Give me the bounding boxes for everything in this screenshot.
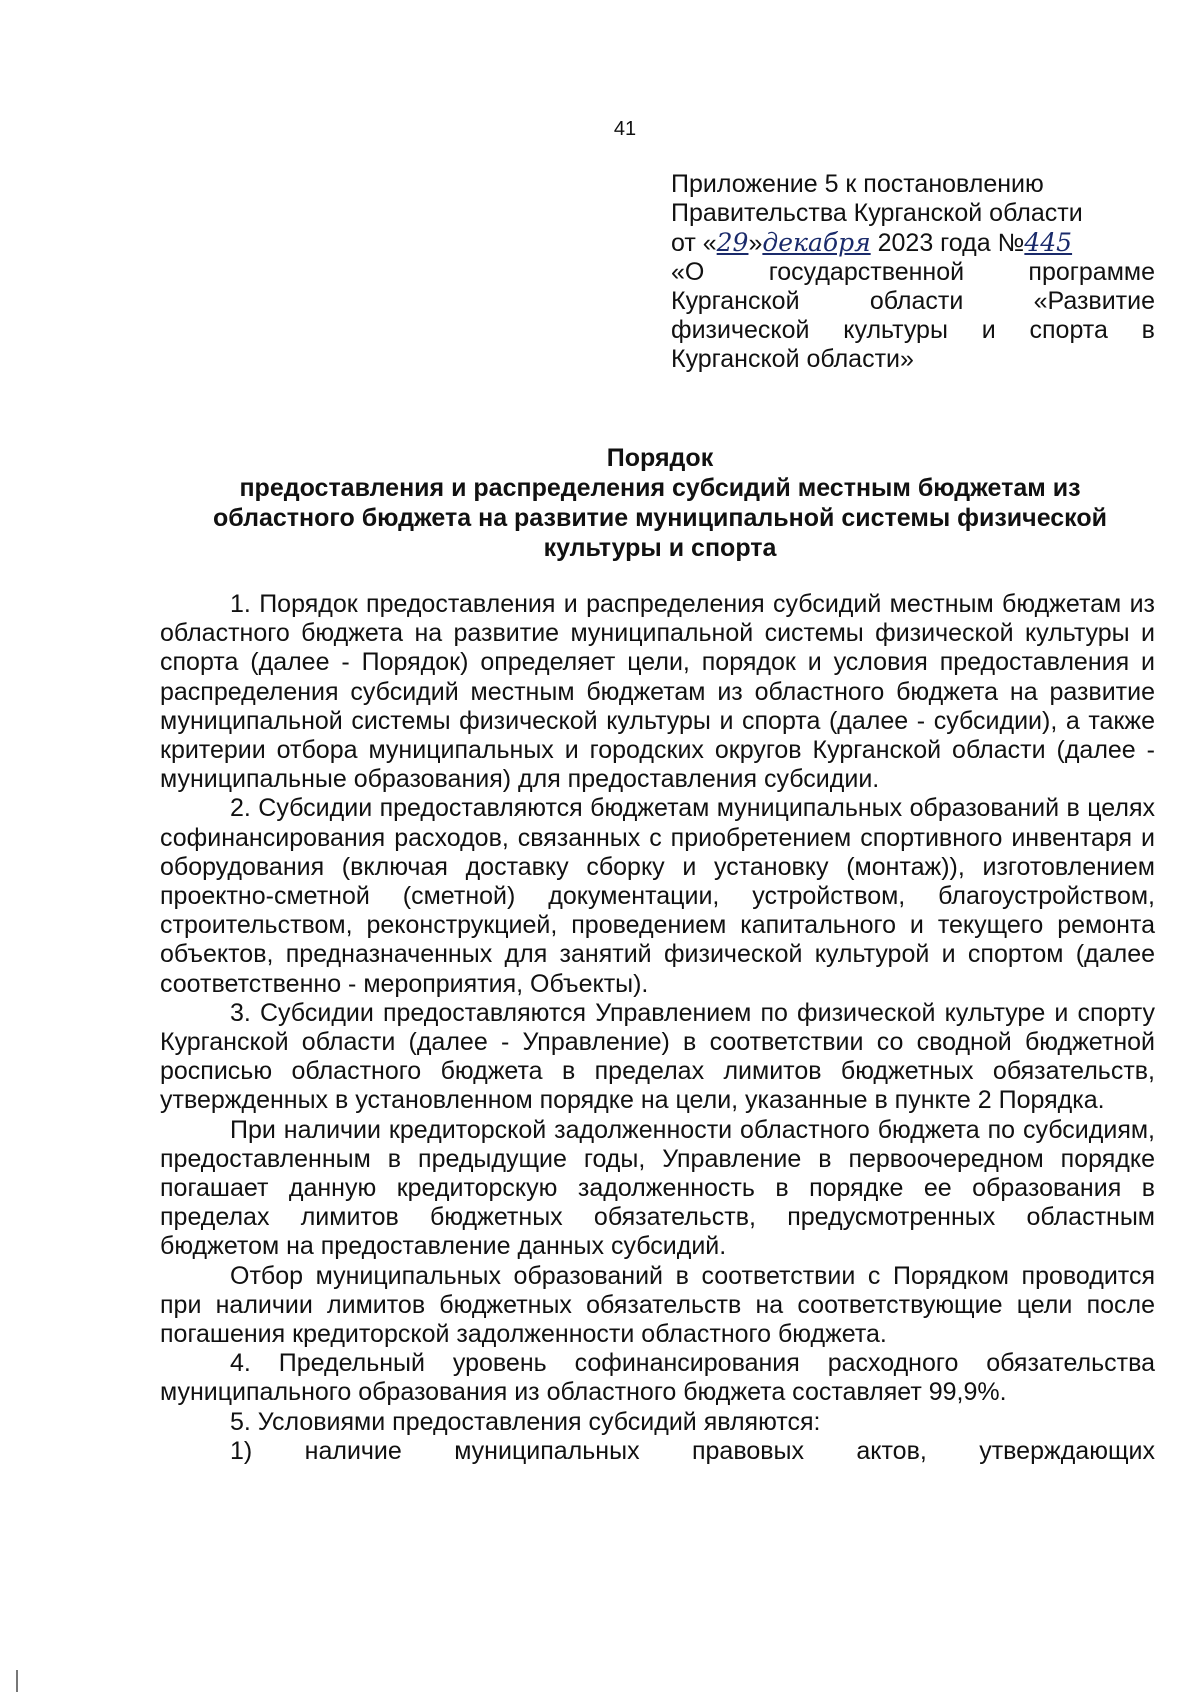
appendix-word: физической <box>671 316 810 344</box>
appendix-date-line <box>671 228 1155 258</box>
appendix-word: «Развитие <box>1033 287 1155 315</box>
appendix-header <box>671 170 1155 374</box>
appendix-word: программе <box>1028 258 1155 286</box>
date-mid: » <box>748 229 763 257</box>
appendix-line-2: Правительства Курганской области <box>671 199 1083 227</box>
paragraph-1: 1. Порядок предоставления и распределения субсидий местным бюджетам из областного бюджета на развитие муниципальной системы физической культуры и спорта (далее - Порядок) определяет цели, порядок и условия предоставления и распределения субсидий местным бюджетам из областного бюджета на развитие муниципальной системы физической культуры и спорта (далее - субсидии), а также критерии отбора муниципальных и городских округов Курганской области (далее - муниципальные образования) для предоставления субсидии. <box>160 590 1155 794</box>
title-line-1: Порядок <box>606 444 714 472</box>
paragraph-7: 5. Условиями предоставления субсидий являются: <box>230 1407 821 1436</box>
appendix-word: государственной <box>768 258 965 286</box>
paragraph-8: 1) наличие муниципальных правовых актов, утверждающих <box>230 1436 1155 1465</box>
title-line-2: предоставления и распределения субсидий местным бюджетам из <box>239 474 1081 502</box>
appendix-word: в <box>1141 316 1155 344</box>
handwritten-number: 445 <box>1024 228 1073 257</box>
appendix-word: «О <box>671 258 705 286</box>
appendix-line-6 <box>671 316 1155 345</box>
document-body <box>160 590 1155 1466</box>
appendix-word: области <box>869 287 964 315</box>
page-number: 41 <box>613 118 637 140</box>
appendix-line-7: Курганской области» <box>671 345 914 373</box>
title-line-4: культуры и спорта <box>543 534 777 562</box>
handwritten-day: 29 <box>716 228 749 257</box>
handwritten-month: декабря <box>762 228 871 257</box>
appendix-word: и <box>981 316 996 344</box>
title-line-3: областного бюджета на развитие муниципальной системы физической <box>213 504 1107 532</box>
paragraph-5: Отбор муниципальных образований в соответствии с Порядком проводится при наличии лимитов бюджетных обязательств на соответствующие цели после погашения кредиторской задолженности областного бюджета. <box>160 1261 1155 1349</box>
date-prefix: от « <box>671 229 717 257</box>
appendix-line-1: Приложение 5 к постановлению <box>671 170 1044 198</box>
paragraph-4: При наличии кредиторской задолженности областного бюджета по субсидиям, предоставленным в предыдущие годы, Управление в первоочередном порядке погашает данную кредиторскую задолженность в порядке ее образования в пределах лимитов бюджетных обязательств, предусмотренных областным бюджетом на предоставление данных субсидий. <box>160 1115 1155 1261</box>
document-title <box>160 443 1160 563</box>
paragraph-3: 3. Субсидии предоставляются Управлением по физической культуре и спорту Курганской области (далее - Управление) в соответствии со сводной бюджетной росписью областного бюджета в пределах лимитов бюджетных обязательств, утвержденных в установленном порядке на цели, указанные в пункте 2 Порядка. <box>160 998 1155 1115</box>
paragraph-2: 2. Субсидии предоставляются бюджетам муниципальных образований в целях софинансирования расходов, связанных с приобретением спортивного инвентаря и оборудования (включая доставку сборку и установку (монтаж)), изготовлением проектно-сметной (сметной) документации, устройством, благоустройством, строительством, реконструкцией, проведением капитального и текущего ремонта объектов, предназначенных для занятий физической культурой и спортом (далее соответственно - мероприятия, Объекты). <box>160 794 1155 998</box>
appendix-line-5 <box>671 287 1155 316</box>
appendix-word: Курганской <box>671 287 800 315</box>
appendix-line-4 <box>671 258 1155 287</box>
date-year: 2023 года № <box>870 229 1025 257</box>
appendix-word: культуры <box>843 316 948 344</box>
paragraph-6: 4. Предельный уровень софинансирования расходного обязательства муниципального образования из областного бюджета составляет 99,9%. <box>160 1349 1155 1407</box>
appendix-word: спорта <box>1029 316 1108 344</box>
scan-artifact <box>16 1670 18 1692</box>
